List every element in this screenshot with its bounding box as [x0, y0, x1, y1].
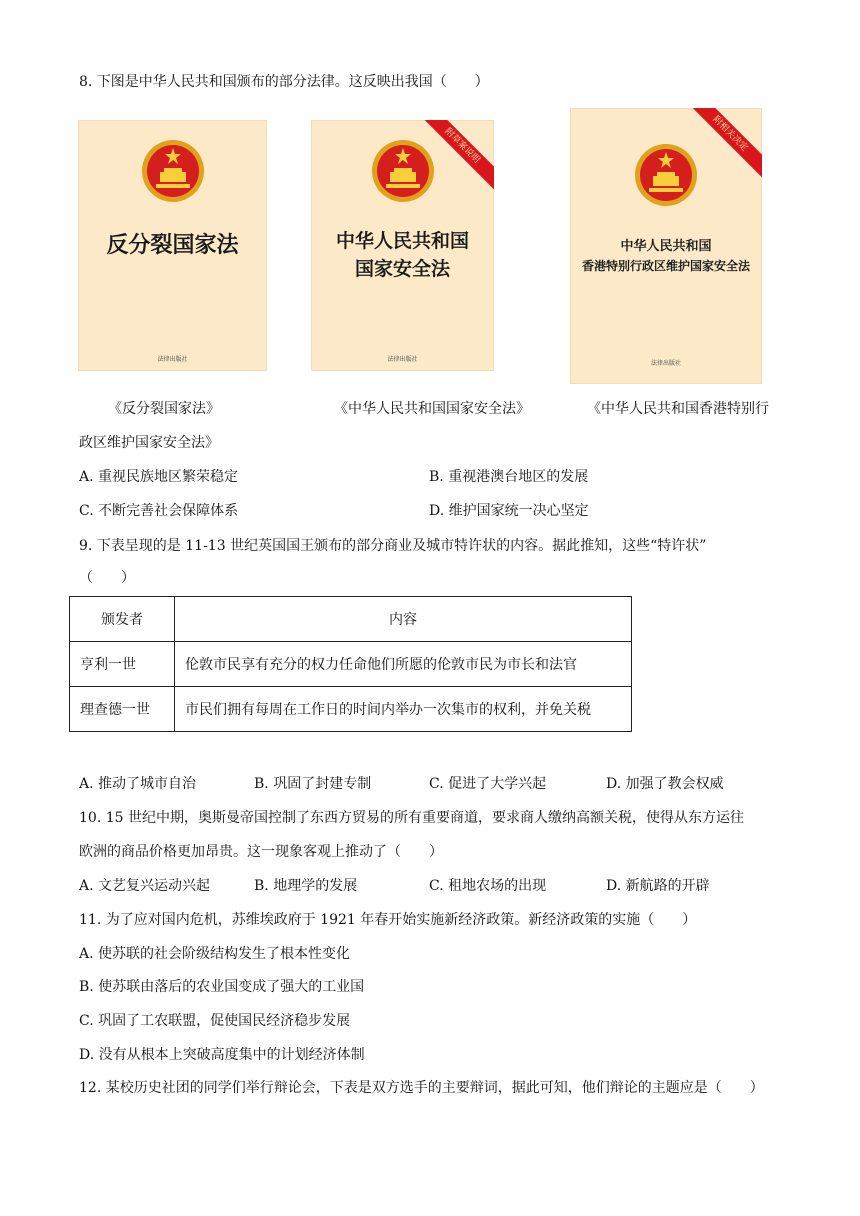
book-title-line1: 中华人民共和国	[335, 230, 469, 252]
book-publisher: 法律出版社	[387, 356, 418, 363]
q10-stem-line2: 欧洲的商品价格更加昂贵。这一现象客观上推动了（ ）	[79, 844, 443, 860]
table-row	[70, 642, 632, 687]
q8-option-c[interactable]: C. 不断完善社会保障体系	[79, 503, 239, 519]
q11-option-d[interactable]: D. 没有从根本上突破高度集中的计划经济体制	[79, 1047, 365, 1063]
table-cell-issuer: 亨利一世	[70, 642, 175, 687]
book-publisher: 法律出版社	[650, 360, 681, 367]
national-emblem-icon	[140, 138, 206, 204]
q8-option-d[interactable]: D. 维护国家统一决心坚定	[429, 503, 589, 519]
book-title-line1: 中华人民共和国	[620, 239, 712, 254]
book-title-line2: 香港特别行政区维护国家安全法	[581, 259, 750, 273]
table-cell-content: 市民们拥有每周在工作日的时间内举办一次集市的权利，并免关税	[175, 687, 632, 732]
q11-stem: 11. 为了应对国内危机，苏维埃政府于 1921 年春开始实施新经济政策。新经济政策的实施（ ）	[79, 912, 697, 928]
book-cover-anti-secession-law	[78, 120, 267, 371]
table-row	[70, 687, 632, 732]
book-caption-2: 《中华人民共和国国家安全法》	[334, 401, 530, 417]
book-ribbon: 附草案说明	[416, 120, 494, 198]
q10-option-a[interactable]: A. 文艺复兴运动兴起	[79, 878, 211, 894]
book-ribbon: 附相关决定	[684, 108, 762, 186]
q12-stem: 12. 某校历史社团的同学们举行辩论会，下表是双方选手的主要辩词，据此可知，他们辩论的主题应是（ ）	[79, 1080, 764, 1096]
book-caption-1: 《反分裂国家法》	[108, 401, 220, 417]
national-emblem-icon	[370, 138, 436, 204]
q9-option-a[interactable]: A. 推动了城市自治	[79, 776, 197, 792]
q11-option-b[interactable]: B. 使苏联由落后的农业国变成了强大的工业国	[79, 979, 365, 995]
q8-option-b[interactable]: B. 重视港澳台地区的发展	[429, 469, 589, 485]
table-header-row	[70, 597, 632, 642]
q8-stem: 8. 下图是中华人民共和国颁布的部分法律。这反映出我国（ ）	[79, 74, 489, 90]
book-publisher: 法律出版社	[157, 356, 188, 363]
q10-option-b[interactable]: B. 地理学的发展	[254, 878, 358, 894]
table-cell-content: 伦敦市民享有充分的权力任命他们所愿的伦敦市民为市长和法官	[175, 642, 632, 687]
q9-stem-line2: （ ）	[79, 570, 135, 586]
q9-option-d[interactable]: D. 加强了教会权威	[606, 776, 724, 792]
book-caption-3-line2: 政区维护国家安全法》	[79, 435, 219, 451]
q9-option-b[interactable]: B. 巩固了封建专制	[254, 776, 372, 792]
table-cell-issuer: 理查德一世	[70, 687, 175, 732]
national-emblem-icon	[633, 142, 699, 208]
q11-option-c[interactable]: C. 巩固了工农联盟，促使国民经济稳步发展	[79, 1013, 351, 1029]
q9-option-c[interactable]: C. 促进了大学兴起	[429, 776, 547, 792]
book-caption-3-line1: 《中华人民共和国香港特别行	[587, 401, 769, 417]
q11-option-a[interactable]: A. 使苏联的社会阶级结构发生了根本性变化	[79, 946, 351, 962]
book-cover-hk-national-security-law	[570, 108, 762, 384]
book-cover-national-security-law	[311, 120, 494, 371]
table-header-issuer: 颁发者	[70, 597, 175, 642]
charter-table	[69, 596, 632, 732]
q8-option-a[interactable]: A. 重视民族地区繁荣稳定	[79, 469, 239, 485]
book-title: 反分裂国家法	[106, 233, 239, 258]
q10-option-d[interactable]: D. 新航路的开辟	[606, 878, 710, 894]
q10-option-c[interactable]: C. 租地农场的出现	[429, 878, 547, 894]
q10-stem-line1: 10. 15 世纪中期，奥斯曼帝国控制了东西方贸易的所有重要商道，要求商人缴纳高额关税，使得从东方运往	[79, 810, 744, 826]
table-header-content: 内容	[175, 597, 632, 642]
book-title-line2: 国家安全法	[354, 258, 450, 280]
q9-stem-line1: 9. 下表呈现的是 11-13 世纪英国国王颁布的部分商业及城市特许状的内容。据此推知，这些“特许状”	[79, 538, 707, 554]
